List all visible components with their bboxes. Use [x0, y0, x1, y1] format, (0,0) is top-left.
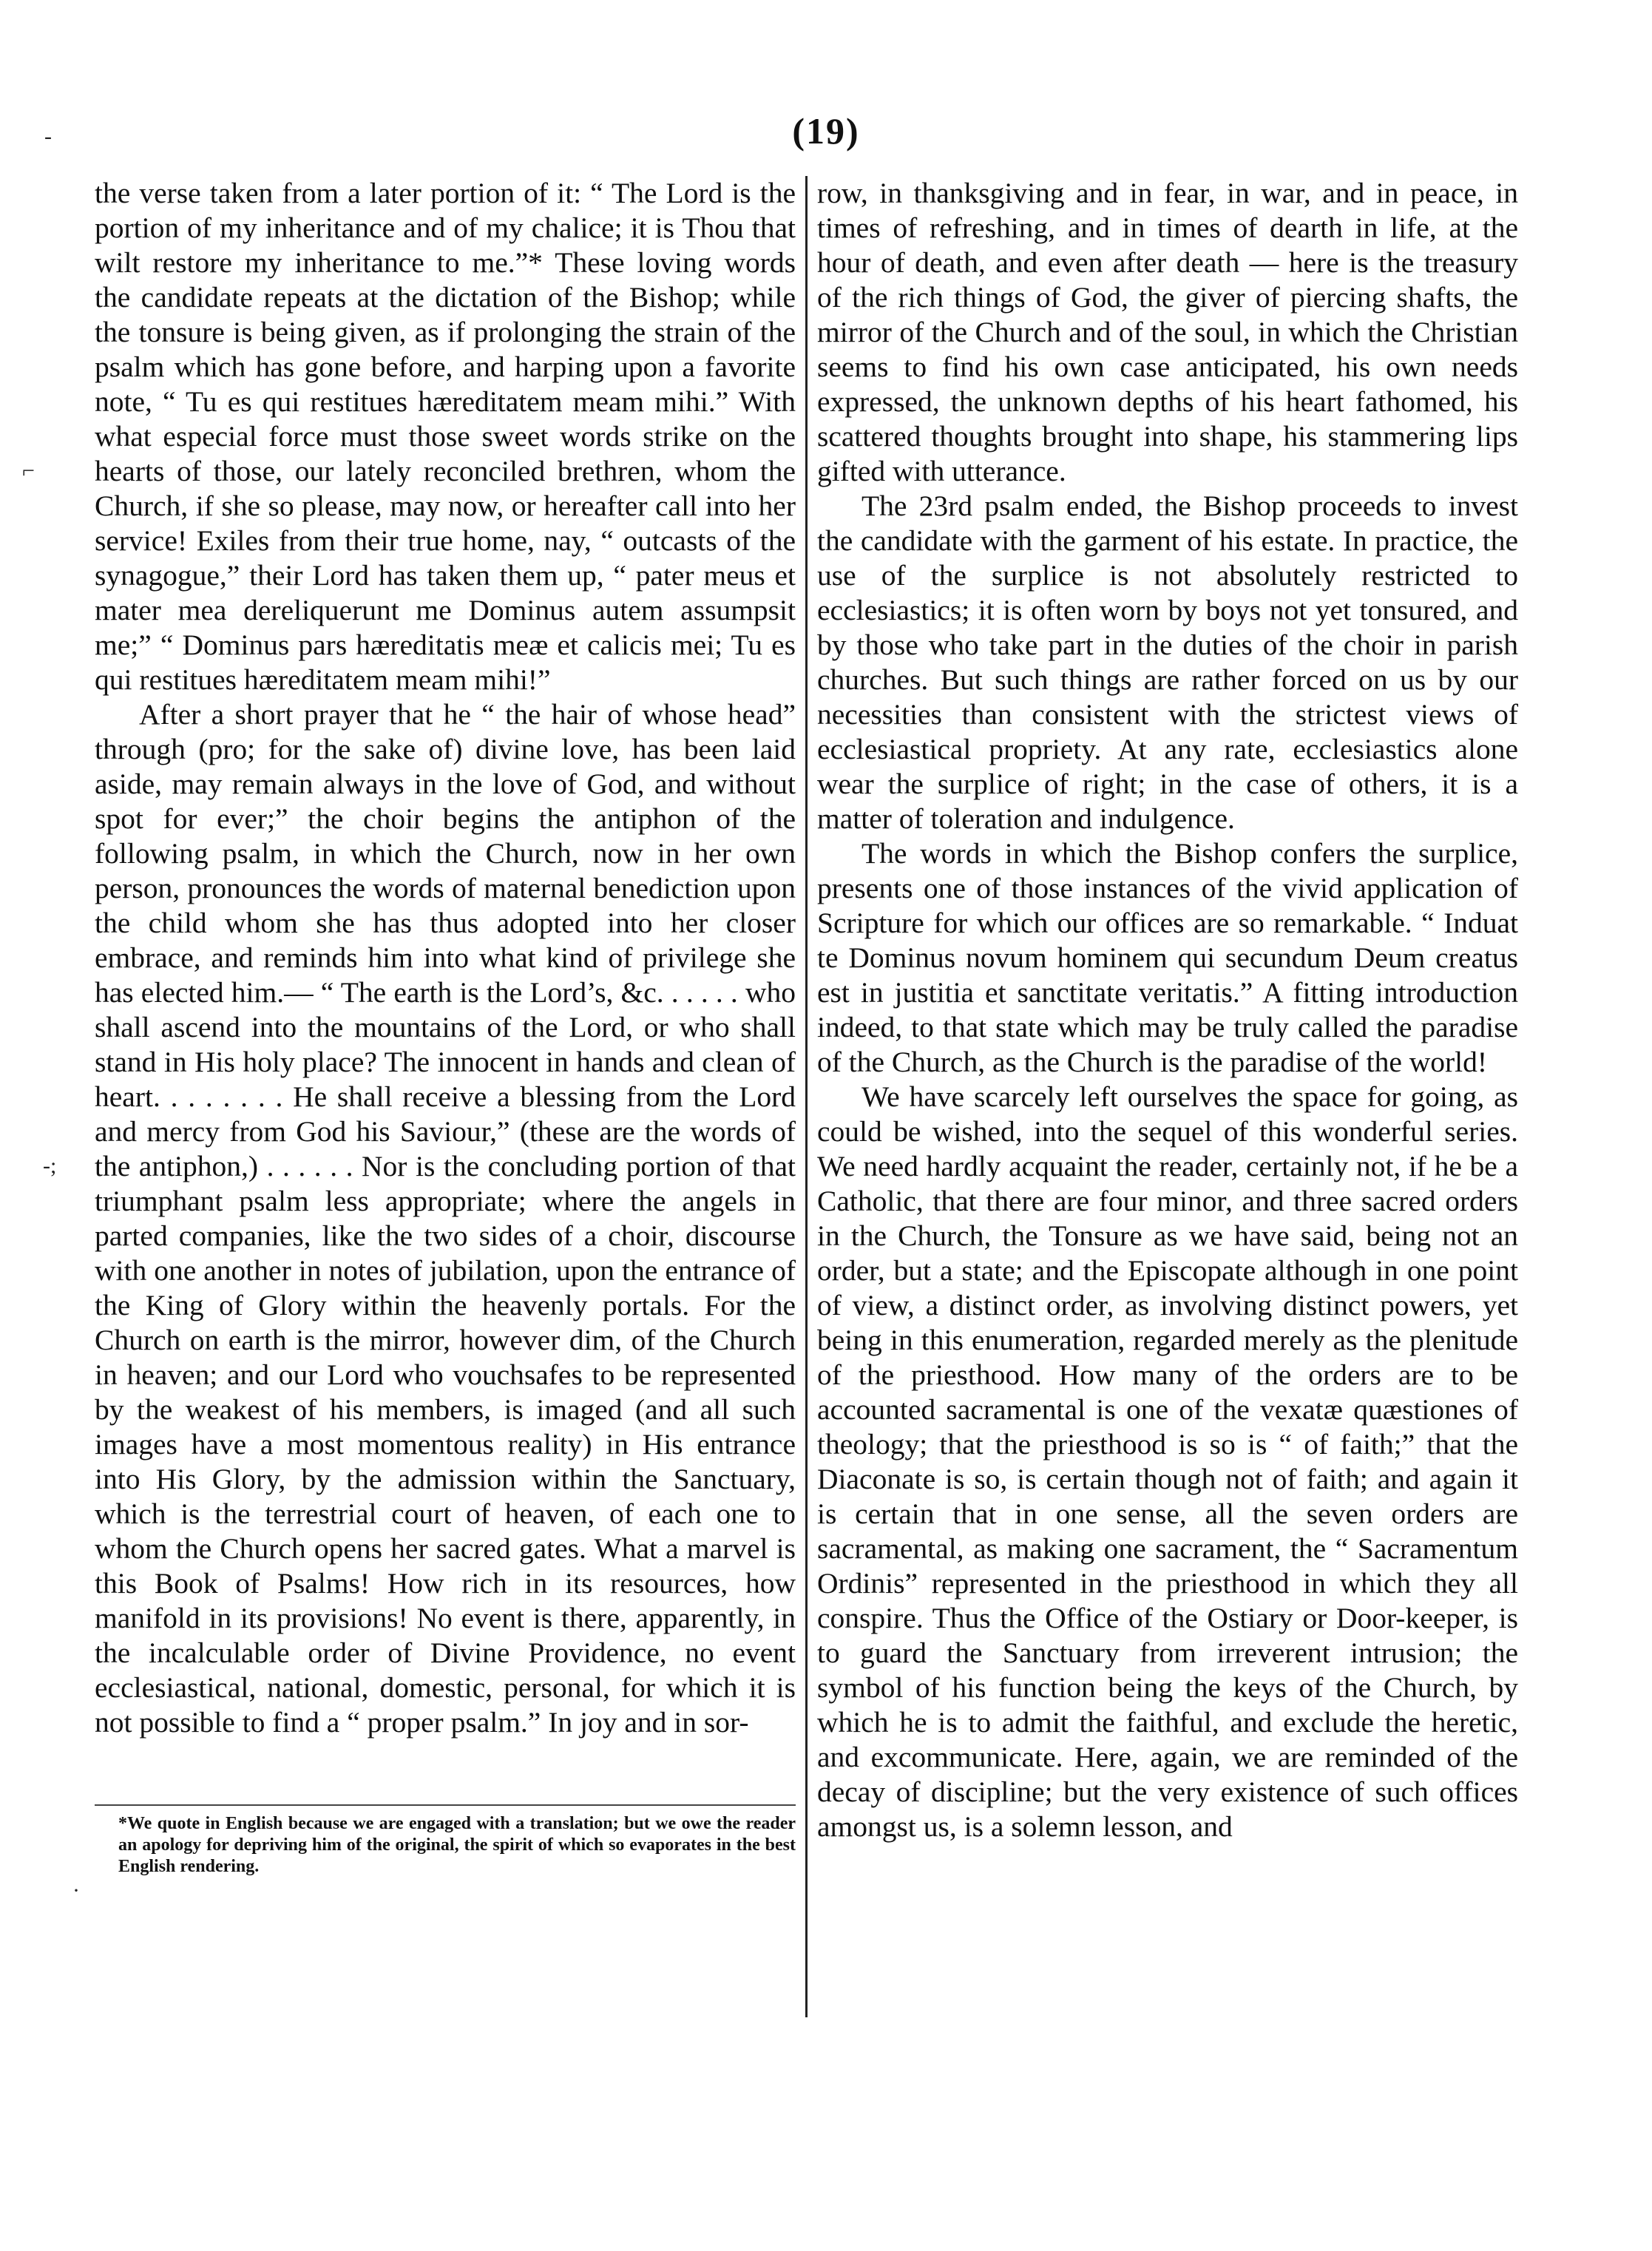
footnote-text: *We quote in English because we are engaged with a translation; but we owe the reader an apology for depriving him of the original, the spirit of which so evaporates in the best English rendering.: [118, 1814, 796, 1876]
margin-mark-middle-left: ⌐: [22, 458, 35, 483]
left-column: [95, 176, 796, 1740]
footnote-rule: [95, 1804, 796, 1806]
right-paragraph-1: row, in thanksgiving and in fear, in war, and in peace, in times of refreshing, and in times of dearth in life, at the hour of death, and even after death — here is the treasury of the rich things of God, the giver of piercing shafts, the mirror of the Church and of the soul, in which the Christian seems to find his own case anticipated, his own needs expressed, the unknown depths of his heart fathomed, his scattered thoughts brought into shape, his stammering lips gifted with utterance.: [817, 177, 1518, 487]
right-paragraph-4: We have scarcely left ourselves the space for going, as could be wished, into the sequel of this wonderful series. We need hardly acquaint the reader, certainly not, if he be a Catholic, that there are four minor, and three sacred orders in the Church, the Tonsure as we have said, being not an order, but a state; and the Episcopate although in one point of view, a distinct order, as involving distinct powers, yet being in this enumeration, regarded merely as the plenitude of the priesthood. How many of the orders are to be accounted sacramental is one of the vexatæ quæstiones of theology; that the priesthood is so is “ of faith;” that the Diaconate is so, is certain though not of faith; and again it is certain that in one sense, all the seven orders are sacramental, as making one sacrament, the “ Sacramentum Ordinis” represented in the priesthood in which they all conspire. Thus the Office of the Ostiary or Door-keeper, is to guard the Sanctuary from irreverent intrusion; the symbol of his function being the keys of the Church, by which he is to admit the faithful, and exclude the heretic, and excommunicate. Here, again, we are reminded of the decay of discipline; but the very existence of such offices amongst us, is a solemn lesson, and: [817, 1080, 1518, 1843]
left-paragraph-1: the verse taken from a later portion of it: “ The Lord is the portion of my inheritance and of my chalice; it is Thou that wilt restore my inheritance to me.”* These loving words the candidate repeats at the dictation of the Bishop; while the tonsure is being given, as if prolonging the strain of the psalm which has gone before, and harping upon a favorite note, “ Tu es qui restitues hæreditatem meam mihi.” With what especial force must those sweet words strike on the hearts of those, our lately reconciled brethren, whom the Church, if she so please, may now, or hereafter call into her service! Exiles from their true home, nay, “ outcasts of the synagogue,” their Lord has taken them up, “ pater meus et mater mea dereliquerunt me Dominus autem assumpsit me;” “ Dominus pars hæreditatis meæ et calicis mei; Tu es qui restitues hæreditatem meam mihi!”: [95, 177, 796, 696]
footnote: [118, 1813, 796, 1878]
margin-mark-bottom: ·: [72, 1878, 80, 1903]
right-paragraph-3: The words in which the Bishop confers the surplice, presents one of those instances of the vivid application of Scripture for which our offices are so remarkable. “ Induat te Dominus novum hominem qui secundum Deum creatus est in justitia et sanctitate veritatis.” A fitting introduction indeed, to that state which may be truly called the paradise of the Church, as the Church is the paradise of the world!: [817, 837, 1518, 1078]
right-paragraph-2: The 23rd psalm ended, the Bishop proceeds to invest the candidate with the garment of his estate. In practice, the use of the surplice is not absolutely restricted to ecclesiastics; it is often worn by boys not yet tonsured, and by those who take part in the duties of the choir in parish churches. But such things are rather forced on us by our necessities than consistent with the strictest views of ecclesiastical propriety. At any rate, ecclesiastics alone wear the surplice of right; in the case of others, it is a matter of toleration and indulgence.: [817, 490, 1518, 835]
margin-mark-top: -: [44, 124, 52, 149]
margin-mark-lower-left: -;: [43, 1154, 57, 1178]
right-column: [817, 176, 1518, 1844]
page-number: (19): [792, 110, 860, 152]
left-paragraph-2: After a short prayer that he “ the hair of whose head” through (pro; for the sake of) divine love, has been laid aside, may remain always in the love of God, and without spot for ever;” the choir begins the antiphon of the following psalm, in which the Church, now in her own person, pronounces the words of maternal benediction upon the child whom she has thus adopted into her closer embrace, and reminds him into what kind of privilege she has elected him.— “ The earth is the Lord’s, &c. . . . . . who shall ascend into the mountains of the Lord, or who shall stand in His holy place? The innocent in hands and clean of heart. . . . . . . . He shall receive a blessing from the Lord and mercy from God his Saviour,” (these are the words of the antiphon,) . . . . . . Nor is the concluding portion of that triumphant psalm less appropriate; where the angels in parted companies, like the two sides of a choir, discourse with one another in notes of jubilation, upon the entrance of the King of Glory within the heavenly portals. For the Church on earth is the mirror, however dim, of the Church in heaven; and our Lord who vouchsafes to be represented by the weakest of his members, is imaged (and all such images have a most momentous reality) in His entrance into His Glory, by the admission within the Sanctuary, which is the terrestrial court of heaven, of each one to whom the Church opens her sacred gates. What a marvel is this Book of Psalms! How rich in its resources, how manifold in its provisions! No event is there, apparently, in the incalculable order of Divine Providence, no event ecclesiastical, national, domestic, personal, for which it is not possible to find a “ proper psalm.” In joy and in sor-: [95, 698, 796, 1739]
column-divider: [805, 176, 808, 2017]
